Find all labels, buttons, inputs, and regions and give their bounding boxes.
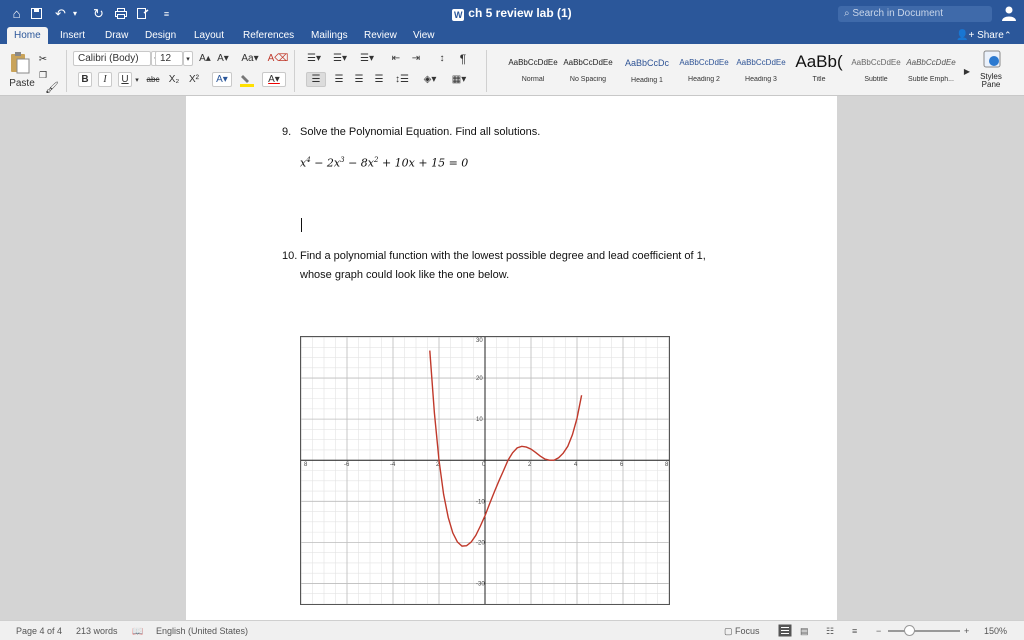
equation [300, 156, 468, 170]
tab-references[interactable]: References [243, 30, 295, 41]
redo-icon[interactable]: ↻ [93, 5, 104, 21]
search-input[interactable] [838, 6, 992, 22]
focus-button[interactable] [724, 626, 760, 637]
eq-x4-base: x [300, 156, 307, 170]
zoom-out-icon[interactable]: − [876, 626, 882, 636]
undo-icon[interactable]: ↶ [55, 5, 66, 21]
style-sample: AaBbCcDdEe [563, 58, 613, 67]
print-layout-icon[interactable] [778, 624, 792, 639]
italic-button[interactable]: I [98, 72, 112, 87]
style-sample: AaBbCcDdEe [508, 58, 558, 67]
customize-toolbar-icon[interactable]: ≡ [163, 8, 170, 19]
underline-button[interactable]: U [118, 72, 132, 87]
y-tick-label: 20 [476, 376, 483, 383]
styles-gallery-more-icon[interactable]: ▶ [963, 67, 971, 76]
bullets-icon[interactable]: ☰▾ [307, 53, 321, 64]
ribbon-separator [486, 50, 487, 92]
x-tick-label: 8 [665, 462, 669, 469]
question-9-number: 9. [282, 126, 292, 138]
eq-exp-4: 4 [306, 156, 311, 164]
y-tick-label: 30 [476, 338, 483, 344]
x-tick-label: 0 [482, 462, 486, 469]
style-subtitle[interactable] [849, 48, 903, 92]
align-left-icon[interactable]: ☰ [306, 72, 326, 87]
y-tick-label: -10 [476, 499, 485, 506]
styles-pane-label: Styles Pane [980, 72, 1002, 89]
align-center-icon[interactable]: ☰ [334, 74, 344, 85]
shading-icon[interactable]: ◈▾ [423, 74, 437, 85]
document-page[interactable] [186, 96, 837, 620]
subscript-button[interactable]: X₂ [168, 74, 180, 85]
style-label: Heading 3 [745, 76, 777, 83]
style-heading-2[interactable] [677, 48, 731, 92]
y-tick-label: -20 [476, 540, 485, 547]
paste-button[interactable]: Paste [9, 78, 35, 89]
collapse-ribbon-icon[interactable]: ⌃ [1004, 30, 1012, 40]
eq-term-2: − 2x [314, 156, 341, 170]
style-no-spacing[interactable] [561, 48, 615, 92]
tab-insert[interactable]: Insert [60, 30, 86, 41]
x-tick-label: -6 [344, 462, 350, 469]
font-size-dropdown-icon[interactable]: ▾ [183, 51, 193, 66]
y-tick-label: 10 [476, 417, 483, 424]
polynomial-graph[interactable] [300, 336, 670, 605]
style-sample: AaBb( [795, 52, 843, 71]
search-placeholder: Search in Document [852, 8, 943, 19]
eq-exp-3: 3 [340, 156, 345, 164]
style-title[interactable] [792, 48, 846, 92]
sort-icon[interactable]: ↕ [439, 53, 445, 64]
tab-home[interactable]: Home [7, 27, 48, 44]
align-right-icon[interactable]: ☰ [354, 74, 364, 85]
cut-icon[interactable]: ✂ [38, 54, 48, 65]
eq-term-3: − 8x [348, 156, 374, 170]
share-label: Share [977, 30, 1004, 41]
x-tick-label: 8 [304, 462, 308, 469]
ribbon-separator [294, 50, 295, 92]
superscript-button[interactable]: X² [189, 74, 199, 85]
question-10-line-1: Find a polynomial function with the lowest possible degree and lead coefficient of 1, [300, 250, 706, 262]
home-icon[interactable]: ⌂ [12, 6, 21, 21]
styles-pane-icon [983, 50, 1001, 68]
draft-view-icon[interactable]: ≡ [852, 626, 858, 636]
style-sample: AaBbCcDdEe [679, 58, 729, 67]
share-button[interactable] [956, 27, 1004, 44]
increase-indent-icon[interactable]: ⇥ [411, 53, 421, 64]
style-sample: AaBbCcDdEe [736, 58, 786, 67]
focus-label: Focus [735, 626, 760, 636]
style-heading-1[interactable] [620, 48, 674, 92]
title-bar [0, 0, 1024, 27]
style-label: No Spacing [569, 76, 607, 83]
style-heading-3[interactable] [734, 48, 788, 92]
paste-icon[interactable] [8, 50, 32, 74]
word-doc-icon: W [454, 10, 463, 20]
bold-button[interactable]: B [78, 72, 92, 87]
show-paragraph-marks-icon[interactable]: ¶ [459, 51, 467, 66]
clear-formatting-icon[interactable]: A⌫ [267, 53, 289, 64]
style-normal[interactable] [506, 48, 560, 92]
styles-pane-button[interactable] [978, 50, 1006, 94]
page-count[interactable]: Page 4 of 4 [16, 626, 63, 636]
text-cursor [301, 218, 302, 232]
web-layout-icon[interactable]: ▤ [800, 626, 809, 636]
font-name-select[interactable]: Calibri (Body) [73, 51, 151, 66]
language-status[interactable]: English (United States) [156, 626, 249, 636]
ribbon-home [0, 44, 1024, 96]
underline-dropdown-icon[interactable]: ▾ [135, 76, 139, 84]
font-size-select[interactable]: 12 [155, 51, 183, 66]
strikethrough-button[interactable]: abc [146, 75, 160, 84]
polynomial-curve [430, 351, 582, 546]
style-label: Normal [521, 76, 545, 83]
grow-font-icon[interactable]: A▴ [199, 53, 211, 64]
tab-mailings[interactable]: Mailings [311, 30, 348, 41]
account-icon[interactable] [1001, 5, 1017, 22]
tab-view[interactable]: View [413, 30, 435, 41]
style-label: Title [812, 76, 826, 83]
add-person-icon: 👤+ [956, 30, 975, 41]
x-tick-label: 2 [436, 462, 440, 469]
style-label: Heading 2 [688, 76, 720, 83]
zoom-level[interactable]: 150% [984, 626, 1008, 636]
highlight-icon[interactable] [238, 72, 258, 87]
style-label: Heading 1 [631, 77, 663, 84]
tab-review[interactable]: Review [364, 30, 397, 41]
outline-view-icon[interactable]: ☷ [826, 626, 835, 636]
undo-dropdown-icon[interactable]: ▾ [72, 9, 77, 18]
zoom-slider-thumb[interactable] [904, 625, 915, 636]
change-case-icon[interactable]: Aa▾ [241, 53, 259, 64]
eq-term-4: + 10x + 15 = 0 [381, 156, 469, 170]
question-9-text: Solve the Polynomial Equation. Find all solutions. [300, 126, 541, 138]
style-label: Subtle Emph... [908, 76, 954, 83]
line-spacing-icon[interactable]: ↕☰ [395, 74, 409, 85]
style-subtle-emphasis[interactable] [904, 48, 958, 92]
ribbon-separator [66, 50, 67, 92]
tab-layout[interactable]: Layout [194, 30, 225, 41]
style-sample: AaBbCcDdEe [906, 58, 956, 67]
borders-icon[interactable]: ▦▾ [451, 74, 467, 85]
ribbon-tabs [0, 27, 1024, 44]
proofing-icon[interactable]: 📖 [132, 626, 144, 636]
copy-icon[interactable]: ❐ [38, 70, 48, 80]
tab-draw[interactable]: Draw [105, 30, 129, 41]
justify-icon[interactable]: ☰ [374, 74, 384, 85]
status-bar [0, 620, 1024, 640]
search-icon: ⌕ [844, 8, 850, 19]
style-label: Subtitle [864, 76, 888, 83]
focus-icon: ▢ [724, 626, 733, 636]
question-10-line-2: whose graph could look like the one below. [300, 269, 510, 281]
x-tick-label: -4 [390, 462, 396, 469]
word-count[interactable]: 213 words [76, 626, 118, 636]
font-color-icon[interactable]: A▾ [262, 72, 286, 87]
zoom-slider[interactable] [888, 630, 960, 632]
graph-svg [301, 337, 669, 604]
x-tick-label: 4 [574, 462, 578, 469]
shrink-font-icon[interactable]: A▾ [217, 53, 229, 64]
eq-exp-2: 2 [374, 156, 379, 164]
text-effects-icon[interactable]: A▾ [212, 72, 232, 87]
document-canvas[interactable] [0, 96, 1024, 620]
y-tick-label: -30 [476, 581, 485, 588]
format-painter-icon[interactable]: 🖌 [45, 82, 59, 94]
tab-design[interactable]: Design [145, 30, 177, 41]
decrease-indent-icon[interactable]: ⇤ [391, 53, 401, 64]
document-title-text: ch 5 review lab (1) [468, 6, 572, 20]
style-sample: AaBbCcDdEe [851, 58, 901, 67]
x-tick-label: 2 [528, 462, 532, 469]
question-10-number: 10. [282, 250, 298, 262]
numbering-icon[interactable]: ☰▾ [333, 53, 347, 64]
multilevel-list-icon[interactable]: ☰▾ [360, 53, 374, 64]
zoom-in-icon[interactable]: + [964, 626, 970, 636]
style-sample: AaBbCcDc [624, 58, 669, 68]
x-tick-label: 6 [620, 462, 624, 469]
